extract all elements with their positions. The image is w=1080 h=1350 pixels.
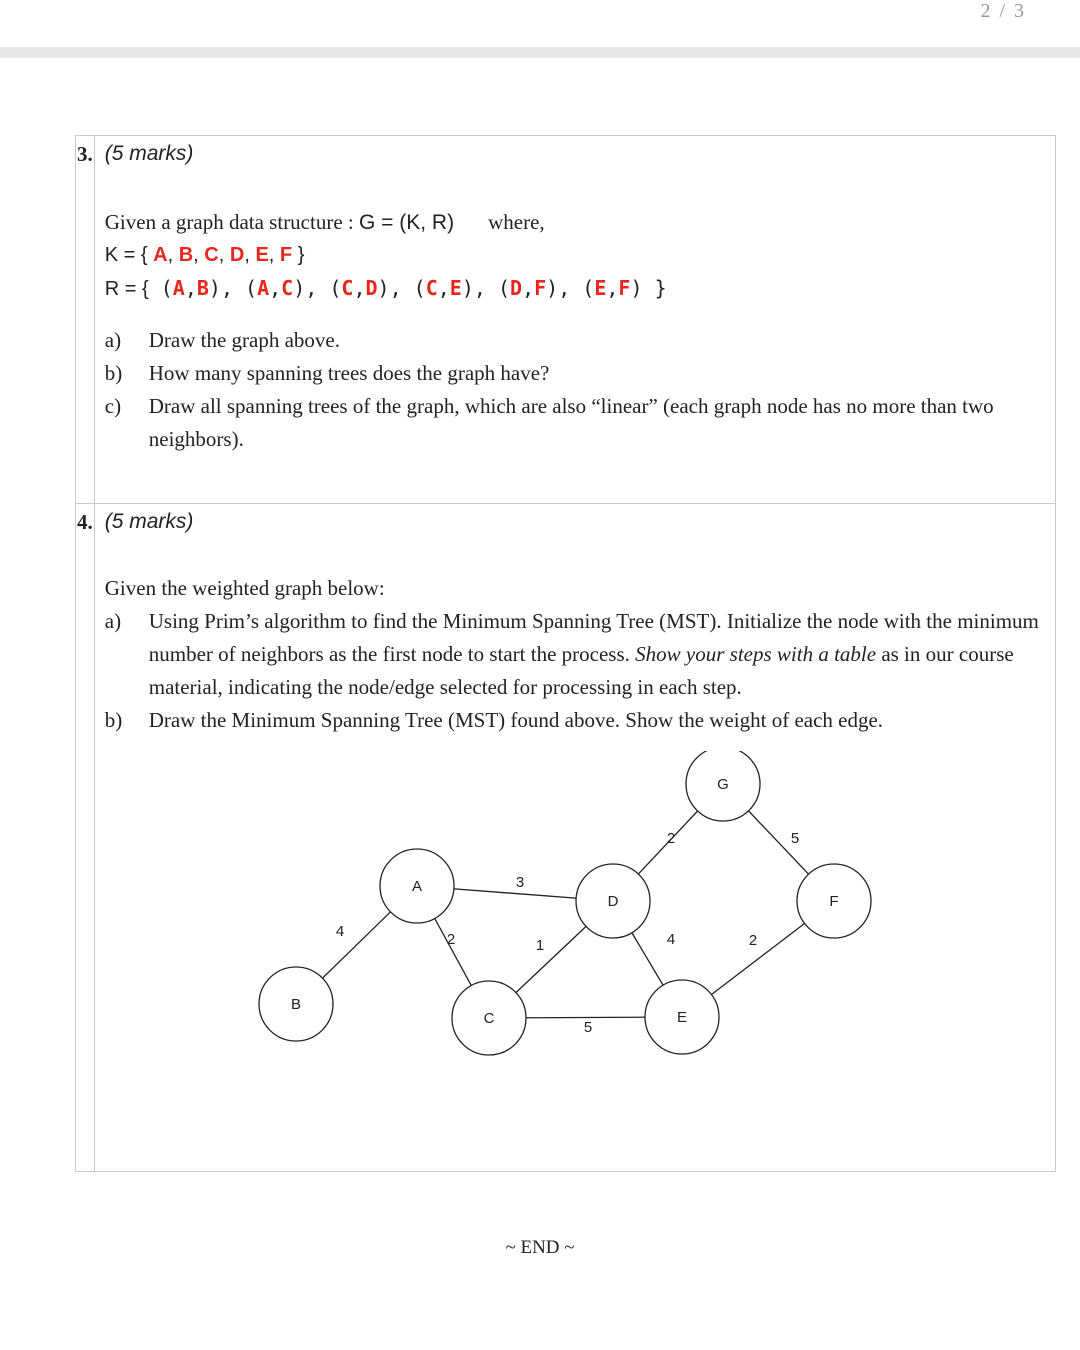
k-separator: , — [167, 244, 179, 266]
r-pair-from: A — [257, 276, 270, 300]
question-4-item-a — [105, 605, 1045, 704]
question-3-item-a — [105, 324, 1045, 357]
item-a-text: Using Prim’s algorithm to find the Minimum Spanning Tree (MST). Initialize the node with the minimum number of neighbors as the first node to start the process. — [148, 609, 1039, 666]
item-a-italic: Show your steps with a table — [635, 642, 877, 666]
r-pair: (D,F), — [497, 276, 583, 300]
edge-weight-E-F: 2 — [748, 932, 757, 949]
r-pair-from: E — [594, 276, 607, 300]
item-label: a) — [104, 328, 122, 352]
edge-weight-G-F: 5 — [790, 830, 799, 847]
question-3-marks: (5 marks) — [104, 142, 194, 165]
k-items — [153, 244, 292, 266]
question-3-number: 3. — [76, 136, 95, 504]
r-pair-to: C — [281, 276, 294, 300]
k-separator: , — [193, 244, 205, 266]
k-separator: , — [268, 244, 280, 266]
r-pair: (A,B), — [160, 276, 246, 300]
k-item: A — [153, 244, 168, 266]
question-3-row — [76, 136, 1056, 504]
item-label: a) — [104, 609, 122, 633]
k-item: C — [204, 244, 219, 266]
intro-suffix: where, — [488, 210, 545, 234]
k-item: F — [279, 244, 293, 266]
node-label-B: B — [290, 996, 301, 1013]
r-pair-to: F — [534, 276, 547, 300]
item-text: Draw the graph above. — [148, 328, 341, 352]
r-pair-to: F — [618, 276, 631, 300]
item-label: c) — [104, 394, 122, 418]
edge-weight-D-G: 2 — [666, 830, 675, 847]
k-item: B — [178, 244, 194, 266]
r-pair: (C,D), — [329, 276, 414, 300]
r-pair-to: E — [449, 276, 462, 300]
question-3-item-c — [105, 390, 1045, 456]
r-pair: (C,E), — [413, 276, 498, 300]
r-close: } — [654, 276, 667, 300]
question-3-item-b — [105, 357, 1045, 390]
k-separator: , — [218, 244, 230, 266]
question-4-item-b — [105, 704, 1045, 737]
r-pair-from: A — [172, 276, 185, 300]
k-set — [105, 239, 1045, 272]
item-label: b) — [104, 361, 123, 385]
item-text — [149, 605, 1045, 704]
r-pair-from: C — [341, 276, 354, 300]
node-label-G: G — [716, 776, 729, 793]
k-separator: , — [244, 244, 256, 266]
r-pair: (E,F) — [582, 276, 655, 300]
node-label-C: C — [483, 1010, 495, 1027]
item-text: Draw the Minimum Spanning Tree (MST) found above. Show the weight of each edge. — [148, 708, 884, 732]
question-4-marks: (5 marks) — [104, 510, 194, 533]
page-indicator: 2 / 3 — [980, 0, 1026, 22]
k-item: D — [229, 244, 245, 266]
questions-table — [75, 135, 1056, 1172]
k-item: E — [255, 244, 269, 266]
question-3-body — [94, 136, 1055, 504]
toolbar-strip — [0, 47, 1080, 58]
r-set — [105, 272, 1045, 306]
end-marker: ~ END ~ — [505, 1237, 575, 1258]
k-label: K = { — [104, 244, 148, 266]
edge-weight-C-D: 1 — [535, 937, 544, 954]
item-a-tail: as in our course material, indicating the node/edge selected for processing in each step. — [148, 642, 1014, 699]
r-pairs — [161, 276, 655, 300]
edge-weight-C-E: 5 — [583, 1019, 592, 1036]
node-label-E: E — [676, 1009, 687, 1026]
r-label: R = { — [104, 278, 149, 300]
question-4-number: 4. — [76, 504, 95, 1172]
r-pair-from: D — [510, 276, 523, 300]
question-3-items — [105, 324, 1045, 456]
r-pair: (A,C), — [245, 276, 330, 300]
graph-formula: G = (K, R) — [359, 211, 455, 234]
item-label: b) — [104, 708, 123, 732]
question-4-body — [94, 504, 1055, 1172]
edge-weight-D-E: 4 — [666, 931, 675, 948]
question-4-intro: Given the weighted graph below: — [104, 576, 385, 600]
item-text: How many spanning trees does the graph have? — [148, 361, 550, 385]
intro-prefix: Given a graph data structure : — [104, 210, 359, 234]
node-label-A: A — [411, 878, 422, 895]
node-label-D: D — [607, 893, 619, 910]
r-pair-from: C — [425, 276, 438, 300]
node-label-F: F — [829, 893, 839, 910]
weighted-graph — [105, 751, 1045, 1171]
edge-weight-A-C: 2 — [446, 931, 455, 948]
edge-weight-A-B: 4 — [335, 923, 344, 940]
r-pair-to: D — [365, 276, 378, 300]
item-text: Draw all spanning trees of the graph, which are also “linear” (each graph node has no more than two neighbors). — [148, 394, 994, 451]
k-close: } — [297, 244, 305, 266]
edge-weight-A-D: 3 — [515, 874, 524, 891]
question-3-intro — [105, 206, 1045, 239]
r-pair-to: B — [196, 276, 209, 300]
question-4-row — [76, 504, 1056, 1172]
